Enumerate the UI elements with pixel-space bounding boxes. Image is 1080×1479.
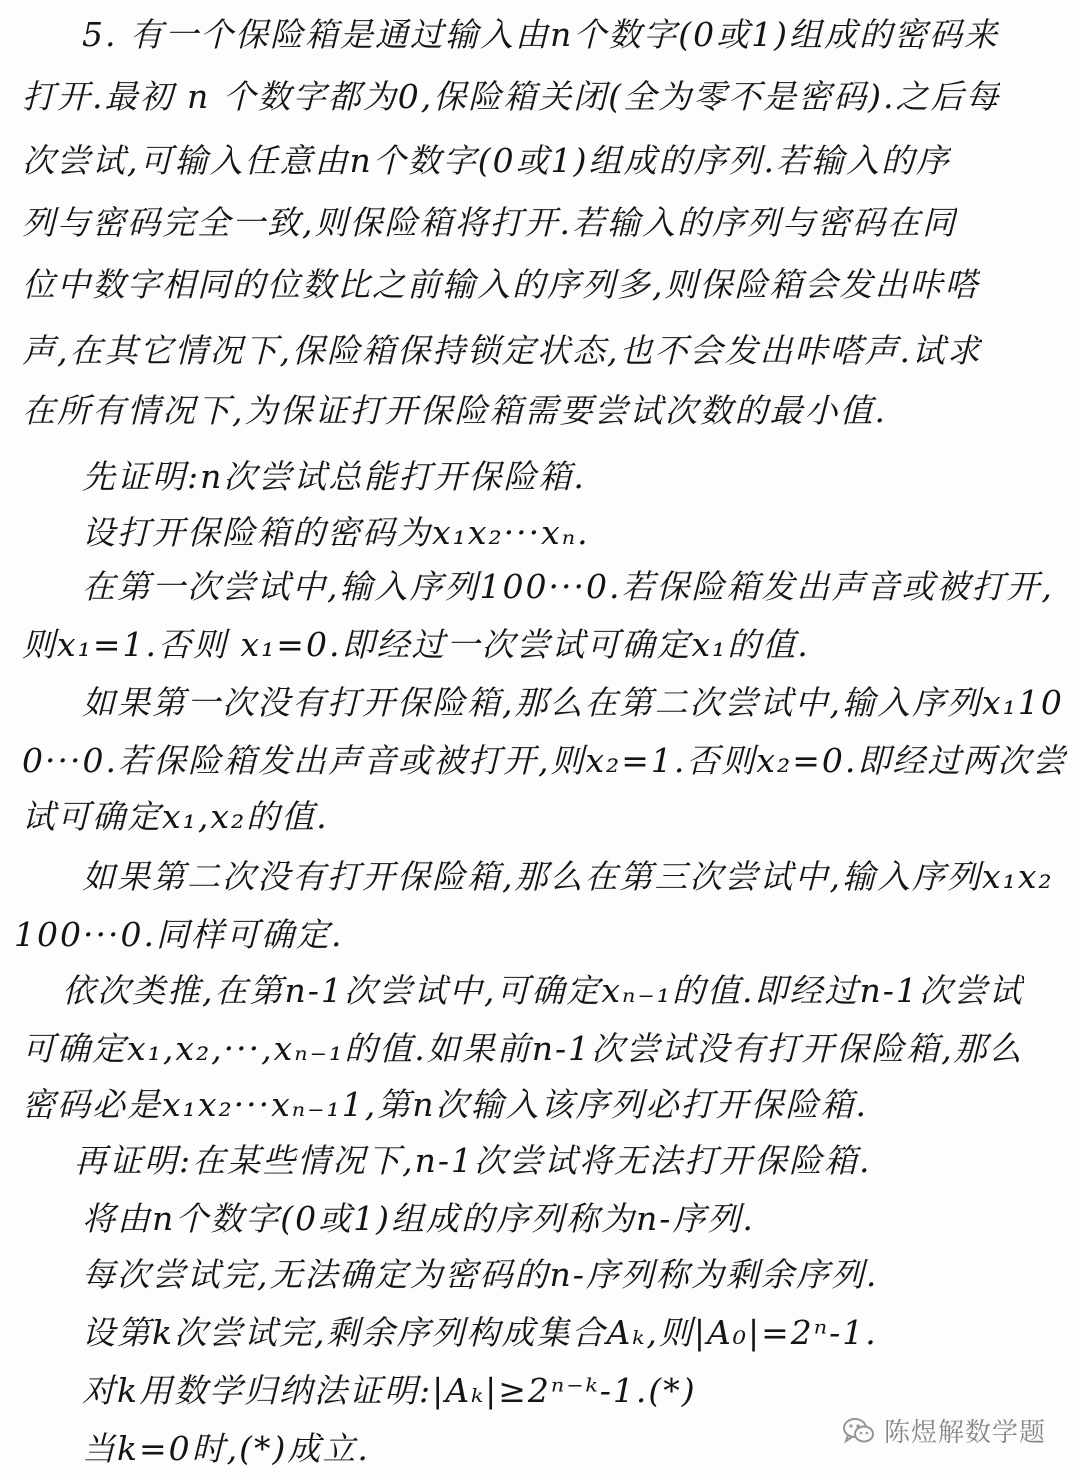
problem-line-4: 列与密码完全一致,则保险箱将打开.若输入的序列与密码在同 <box>22 203 957 242</box>
proof-line-11: 可确定x₁,x₂,···,xₙ₋₁的值.如果前n-1次尝试没有打开保险箱,那么 <box>22 1029 1024 1068</box>
proof-line-1: 先证明:n次尝试总能打开保险箱. <box>82 457 586 496</box>
proof-line-16: 设第k次尝试完,剩余序列构成集合Aₖ,则|A₀|=2ⁿ-1. <box>82 1313 878 1352</box>
proof-line-13: 再证明:在某些情况下,n-1次尝试将无法打开保险箱. <box>74 1141 872 1180</box>
problem-line-5: 位中数字相同的位数比之前输入的序列多,则保险箱会发出咔嗒 <box>22 265 980 304</box>
problem-line-1: 5. 有一个保险箱是通过输入由n个数字(0或1)组成的密码来 <box>82 15 999 54</box>
problem-line-7: 在所有情况下,为保证打开保险箱需要尝试次数的最小值. <box>22 391 887 430</box>
proof-line-18: 当k=0时,(*)成立. <box>82 1429 370 1468</box>
proof-line-12: 密码必是x₁x₂···xₙ₋₁1,第n次输入该序列必打开保险箱. <box>22 1085 869 1124</box>
problem-line-3: 次尝试,可输入任意由n个数字(0或1)组成的序列.若输入的序 <box>22 141 951 180</box>
proof-line-10: 依次类推,在第n-1次尝试中,可确定xₙ₋₁的值.即经过n-1次尝试 <box>62 971 1024 1010</box>
proof-line-15: 每次尝试完,无法确定为密码的n-序列称为剩余序列. <box>82 1255 879 1294</box>
proof-line-3: 在第一次尝试中,输入序列100···0.若保险箱发出声音或被打开, <box>82 567 1054 606</box>
proof-line-4: 则x₁=1.否则 x₁=0.即经过一次尝试可确定x₁的值. <box>22 625 810 664</box>
wechat-icon <box>842 1416 876 1446</box>
problem-line-2: 打开.最初 n 个数字都为0,保险箱关闭(全为零不是密码).之后每 <box>22 77 1001 116</box>
proof-line-6: 0···0.若保险箱发出声音或被打开,则x₂=1.否则x₂=0.即经过两次尝 <box>22 741 1068 780</box>
proof-line-14: 将由n个数字(0或1)组成的序列称为n-序列. <box>82 1199 755 1238</box>
proof-line-17: 对k用数学归纳法证明:|Aₖ|≥2ⁿ⁻ᵏ-1.(*) <box>82 1371 697 1410</box>
proof-line-8: 如果第二次没有打开保险箱,那么在第三次尝试中,输入序列x₁x₂ <box>82 857 1054 896</box>
watermark <box>842 1412 1046 1449</box>
watermark-text: 陈煜解数学题 <box>883 1418 1046 1448</box>
proof-line-9: 100···0.同样可确定. <box>14 915 344 954</box>
proof-line-7: 试可确定x₁,x₂的值. <box>22 797 329 836</box>
proof-line-2: 设打开保险箱的密码为x₁x₂···xₙ. <box>82 513 590 552</box>
proof-line-5: 如果第一次没有打开保险箱,那么在第二次尝试中,输入序列x₁10 <box>82 683 1064 722</box>
problem-line-6: 声,在其它情况下,保险箱保持锁定状态,也不会发出咔嗒声.试求 <box>22 331 982 370</box>
